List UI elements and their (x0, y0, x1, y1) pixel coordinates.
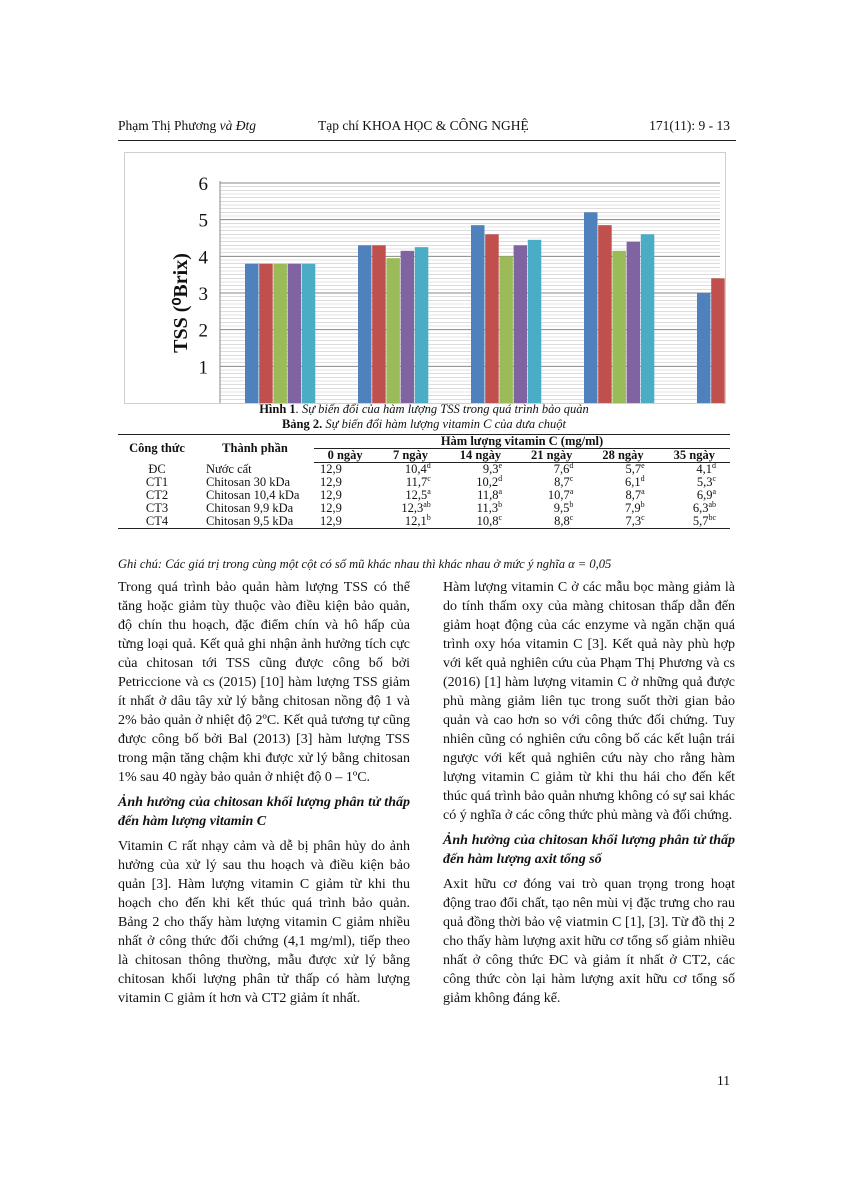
table-caption-label: Bảng 2. (281, 417, 323, 431)
cell-value-letter: c (427, 474, 431, 483)
right-paragraph-1: Hàm lượng vitamin C ở các mẫu bọc màng giảm là do tính thấm oxy của màng chitosan thấp dẫn đến giảm hoạt động của các enzyme và ngăn chặn quá trình oxy hóa vitamin C [3]. Kết quả này phù hợp với kết quả nghiên cứu của Phạm Thị Phương và cs (2016) [1] hàm lượng vitamin C ở những quả được phủ màng giảm liên tục trong suốt thời gian bảo quản và cao hơn so với công thức đối chứng. Tuy nhiên cũng có nghiên cứu công bố các kết luận trái ngược với kết quả nghiên cứu này cho rằng hàm lượng vitamin C giảm từ khi thu hái cho đến kết thúc quá trình bảo quản nhưng không có sự sai khác có ý nghĩa ở các công thức phủ màng và đối chứng. (443, 580, 736, 823)
bar (598, 225, 612, 403)
left-paragraph-2: Vitamin C rất nhạy cảm và dễ bị phân hủy do ảnh hưởng của xử lý sau thu hoạch và điều kiện bảo quản [3]. Hàm lượng vitamin C giảm từ khi thu hoạch cho đến khi kết thúc quá trình bảo quản. Bảng 2 cho thấy hàm lượng vitamin C giảm nhiều nhất ở công thức đối chứng (4,1 mg/ml), tiếp theo là chitosan thông thường, mẫu được xử lý bằng chitosan khối lượng phân tử thấp có hàm lượng vitamin C giảm ít hơn và CT2 giảm ít nhất. (118, 839, 410, 1006)
col-header-day: 35 ngày (659, 449, 730, 463)
table-row (118, 463, 730, 477)
cell-value (587, 476, 658, 489)
bar (302, 264, 316, 403)
right-paragraph-2: Axit hữu cơ đóng vai trò quan trọng trong hoạt động trao đổi chất, tạo nên mùi vị đặc trưng cho rau quả đồng thời bảo vệ viatmin C [1], [3]. Từ đồ thị 2 cho thấy hàm lượng axit hữu cơ tổng số giảm nhiều nhất ở công thức ĐC và giảm ít nhất ở CT2, các công thức còn lại hàm lượng axit hữu cơ tổng số giảm không đáng kể. (443, 877, 735, 1006)
y-axis-label: TSS (⁰Brix) (170, 253, 192, 353)
page-number: 11 (717, 1073, 730, 1088)
bar (471, 225, 485, 403)
cell-value-letter: a (641, 487, 645, 496)
cell-value-letter: a (427, 487, 431, 496)
vitamin-c-table (118, 434, 730, 529)
bar (401, 251, 415, 403)
cell-value-number: 5,7 (625, 462, 642, 476)
bar (584, 212, 598, 403)
cell-value-letter: d (569, 461, 574, 470)
cell-value-letter: a (712, 487, 716, 496)
cell-value-letter: b (569, 500, 574, 509)
col-header-day: 0 ngày (314, 449, 376, 463)
cell-value (659, 515, 730, 529)
table-caption (0, 417, 848, 431)
cell-value-letter: c (712, 474, 716, 483)
cell-value (376, 463, 445, 477)
y-tick-label: 1 (198, 357, 208, 379)
cell-value-number: 9,5 (553, 501, 570, 515)
y-tick-label: 6 (198, 174, 208, 195)
cell-value-letter: d (426, 461, 431, 470)
cell-value (516, 463, 587, 477)
cell-value-number: 12,3 (401, 501, 424, 515)
cell-day0: 12,9 (314, 515, 376, 529)
cell-day0: 12,9 (320, 462, 342, 476)
cell-value-letter: b (498, 500, 503, 509)
cell-value-number: 10,2 (476, 475, 499, 489)
y-tick-label: 2 (198, 320, 208, 342)
cell-value-letter: c (641, 513, 645, 522)
cell-value-letter: b (426, 513, 431, 522)
cell-value-number: 6,9 (696, 488, 713, 502)
left-column (118, 578, 410, 1008)
table-row (118, 515, 730, 529)
cell-component: Chitosan 9,9 kDa (206, 501, 294, 515)
bar (528, 240, 542, 403)
col-header-formula: Công thức (118, 435, 196, 463)
cell-value-letter: a (498, 487, 503, 496)
cell-value-number: 11,8 (477, 488, 499, 502)
cell-value (587, 489, 658, 502)
col-header-day: 14 ngày (445, 449, 516, 463)
cell-value (587, 502, 658, 515)
col-header-day: 28 ngày (587, 449, 658, 463)
bar (273, 264, 287, 403)
page-header (118, 118, 730, 138)
cell-value (445, 463, 516, 477)
cell-value-letter: a (569, 487, 574, 496)
cell-value (587, 463, 658, 477)
cell-value-letter: ab (708, 500, 716, 509)
bar (259, 264, 273, 403)
cell-component: Chitosan 10,4 kDa (206, 488, 300, 502)
bar (514, 245, 528, 403)
cell-value-number: 11,3 (476, 501, 499, 515)
table-caption-text: Sự biến đổi hàm lượng vitamin C của dưa chuột (322, 417, 567, 431)
cell-value (516, 502, 587, 515)
bar (288, 264, 302, 403)
cell-value-letter: d (640, 474, 645, 483)
bar (641, 234, 655, 403)
y-tick-label: 5 (198, 210, 208, 232)
bar (627, 242, 641, 403)
cell-day0: 12,9 (320, 501, 342, 515)
bar (245, 264, 259, 403)
cell-value-letter: d (712, 461, 716, 470)
figure-caption-text: . Sự biến đổi của hàm lượng TSS trong quá trình bảo quản (295, 402, 589, 416)
cell-value-letter: e (498, 461, 503, 470)
left-heading: Ảnh hưởng của chitosan khối lượng phân tử thấp đến hàm lượng vitamin C (118, 795, 410, 829)
cell-value-letter: ab (423, 500, 431, 509)
cell-value-letter: bc (708, 513, 716, 522)
cell-formula: ĐC (148, 461, 166, 476)
cell-value-letter: c (569, 474, 574, 483)
cell-value-number: 10,8 (476, 514, 499, 528)
tss-chart (124, 152, 726, 404)
cell-value-number: 8,8 (554, 514, 570, 528)
cell-component: Chitosan 9,5 kDa (196, 515, 314, 529)
cell-formula: CT2 (145, 488, 169, 502)
bar (386, 258, 400, 403)
header-authors: Phạm Thị Phương và Đtg (118, 118, 256, 133)
cell-value-letter: b (640, 500, 645, 509)
cell-value-number: 5,3 (696, 475, 713, 489)
cell-value (445, 515, 516, 529)
figure-caption-label: Hình 1 (259, 402, 296, 416)
cell-value-number: 11,7 (405, 475, 428, 489)
bar (499, 256, 513, 403)
y-tick-label: 3 (198, 284, 208, 305)
cell-value-number: 10,4 (404, 462, 427, 476)
cell-value-number: 6,1 (625, 475, 641, 489)
cell-value (659, 463, 730, 477)
cell-formula: CT1 (145, 475, 169, 489)
cell-value (516, 515, 587, 529)
header-rule (118, 140, 736, 141)
bar (485, 234, 499, 403)
cell-value (516, 489, 587, 502)
header-issue: 171(11): 9 - 13 (649, 118, 730, 133)
cell-value-number: 12,5 (405, 488, 428, 502)
cell-value-number: 4,1 (696, 462, 712, 476)
cell-value-number: 7,9 (625, 501, 641, 515)
figure-caption (0, 402, 848, 416)
cell-value-number: 7,6 (553, 462, 570, 476)
cell-day0: 12,9 (320, 475, 342, 489)
right-heading: Ảnh hưởng của chitosan khối lượng phân tử thấp đến hàm lượng axit tổng số (443, 833, 735, 867)
cell-value-letter: c (569, 513, 574, 522)
bar (358, 245, 372, 403)
bar (372, 245, 386, 403)
col-header-vitamin: Hàm lượng vitamin C (mg/ml) (314, 435, 730, 449)
cell-formula: CT4 (118, 515, 196, 529)
cell-value-number: 7,3 (625, 514, 642, 528)
header-journal: Tạp chí KHOA HỌC & CÔNG NGHỆ (318, 118, 529, 133)
cell-value-letter: d (498, 474, 503, 483)
cell-value-number: 8,7 (554, 475, 570, 489)
col-header-component: Thành phần (196, 435, 314, 463)
cell-value (659, 476, 730, 489)
table-note: Ghi chú: Các giá trị trong cùng một cột có số mũ khác nhau thì khác nhau ở mức ý nghĩa α = 0,05 (118, 557, 612, 571)
cell-value-number: 8,7 (625, 488, 642, 502)
bar (711, 278, 725, 403)
cell-value-number: 6,3 (692, 501, 709, 515)
bar (612, 251, 626, 403)
col-header-day: 7 ngày (376, 449, 445, 463)
y-tick-label: 4 (198, 247, 208, 269)
cell-value-number: 5,7 (692, 514, 709, 528)
cell-formula: CT3 (145, 501, 169, 515)
cell-value-number: 9,3 (482, 462, 499, 476)
tss-chart-svg (125, 153, 725, 403)
left-paragraph-1: Trong quá trình bảo quản hàm lượng TSS có thể tăng hoặc giảm tùy thuộc vào điều kiện bảo quản, độ chín thu hoạch, đặc điểm chín và hô hấp của từng loại quả. Kết quả ghi nhận ảnh hưởng tích cực của chitosan tới TSS cũng được công bố bởi Petriccione và cs (2015) [10] hàm lượng TSS giảm ít nhất ở dâu tây xử lý bằng chitosan nồng độ 1 và 2% bảo quản ở nhiệt độ 2ºC. Kết quả tương tự cũng được công bố bởi Bal (2013) [3] hàm lượng TSS trong mận tăng chậm khi được xử lý bằng chitosan 1% sau 40 ngày bảo quản ở nhiệt độ 0 – 1ºC. (118, 580, 410, 785)
cell-value-letter: e (641, 461, 645, 470)
cell-day0: 12,9 (320, 488, 342, 502)
cell-value (376, 515, 445, 529)
cell-value-number: 10,7 (547, 488, 570, 502)
bar (697, 293, 711, 403)
cell-value (587, 515, 658, 529)
cell-value-letter: c (498, 513, 503, 522)
cell-component: Nước cất (206, 461, 252, 476)
cell-value-number: 12,1 (404, 514, 427, 528)
right-column (443, 578, 735, 1008)
col-header-day: 21 ngày (516, 449, 587, 463)
bar (415, 247, 429, 403)
cell-component: Chitosan 30 kDa (206, 475, 291, 489)
